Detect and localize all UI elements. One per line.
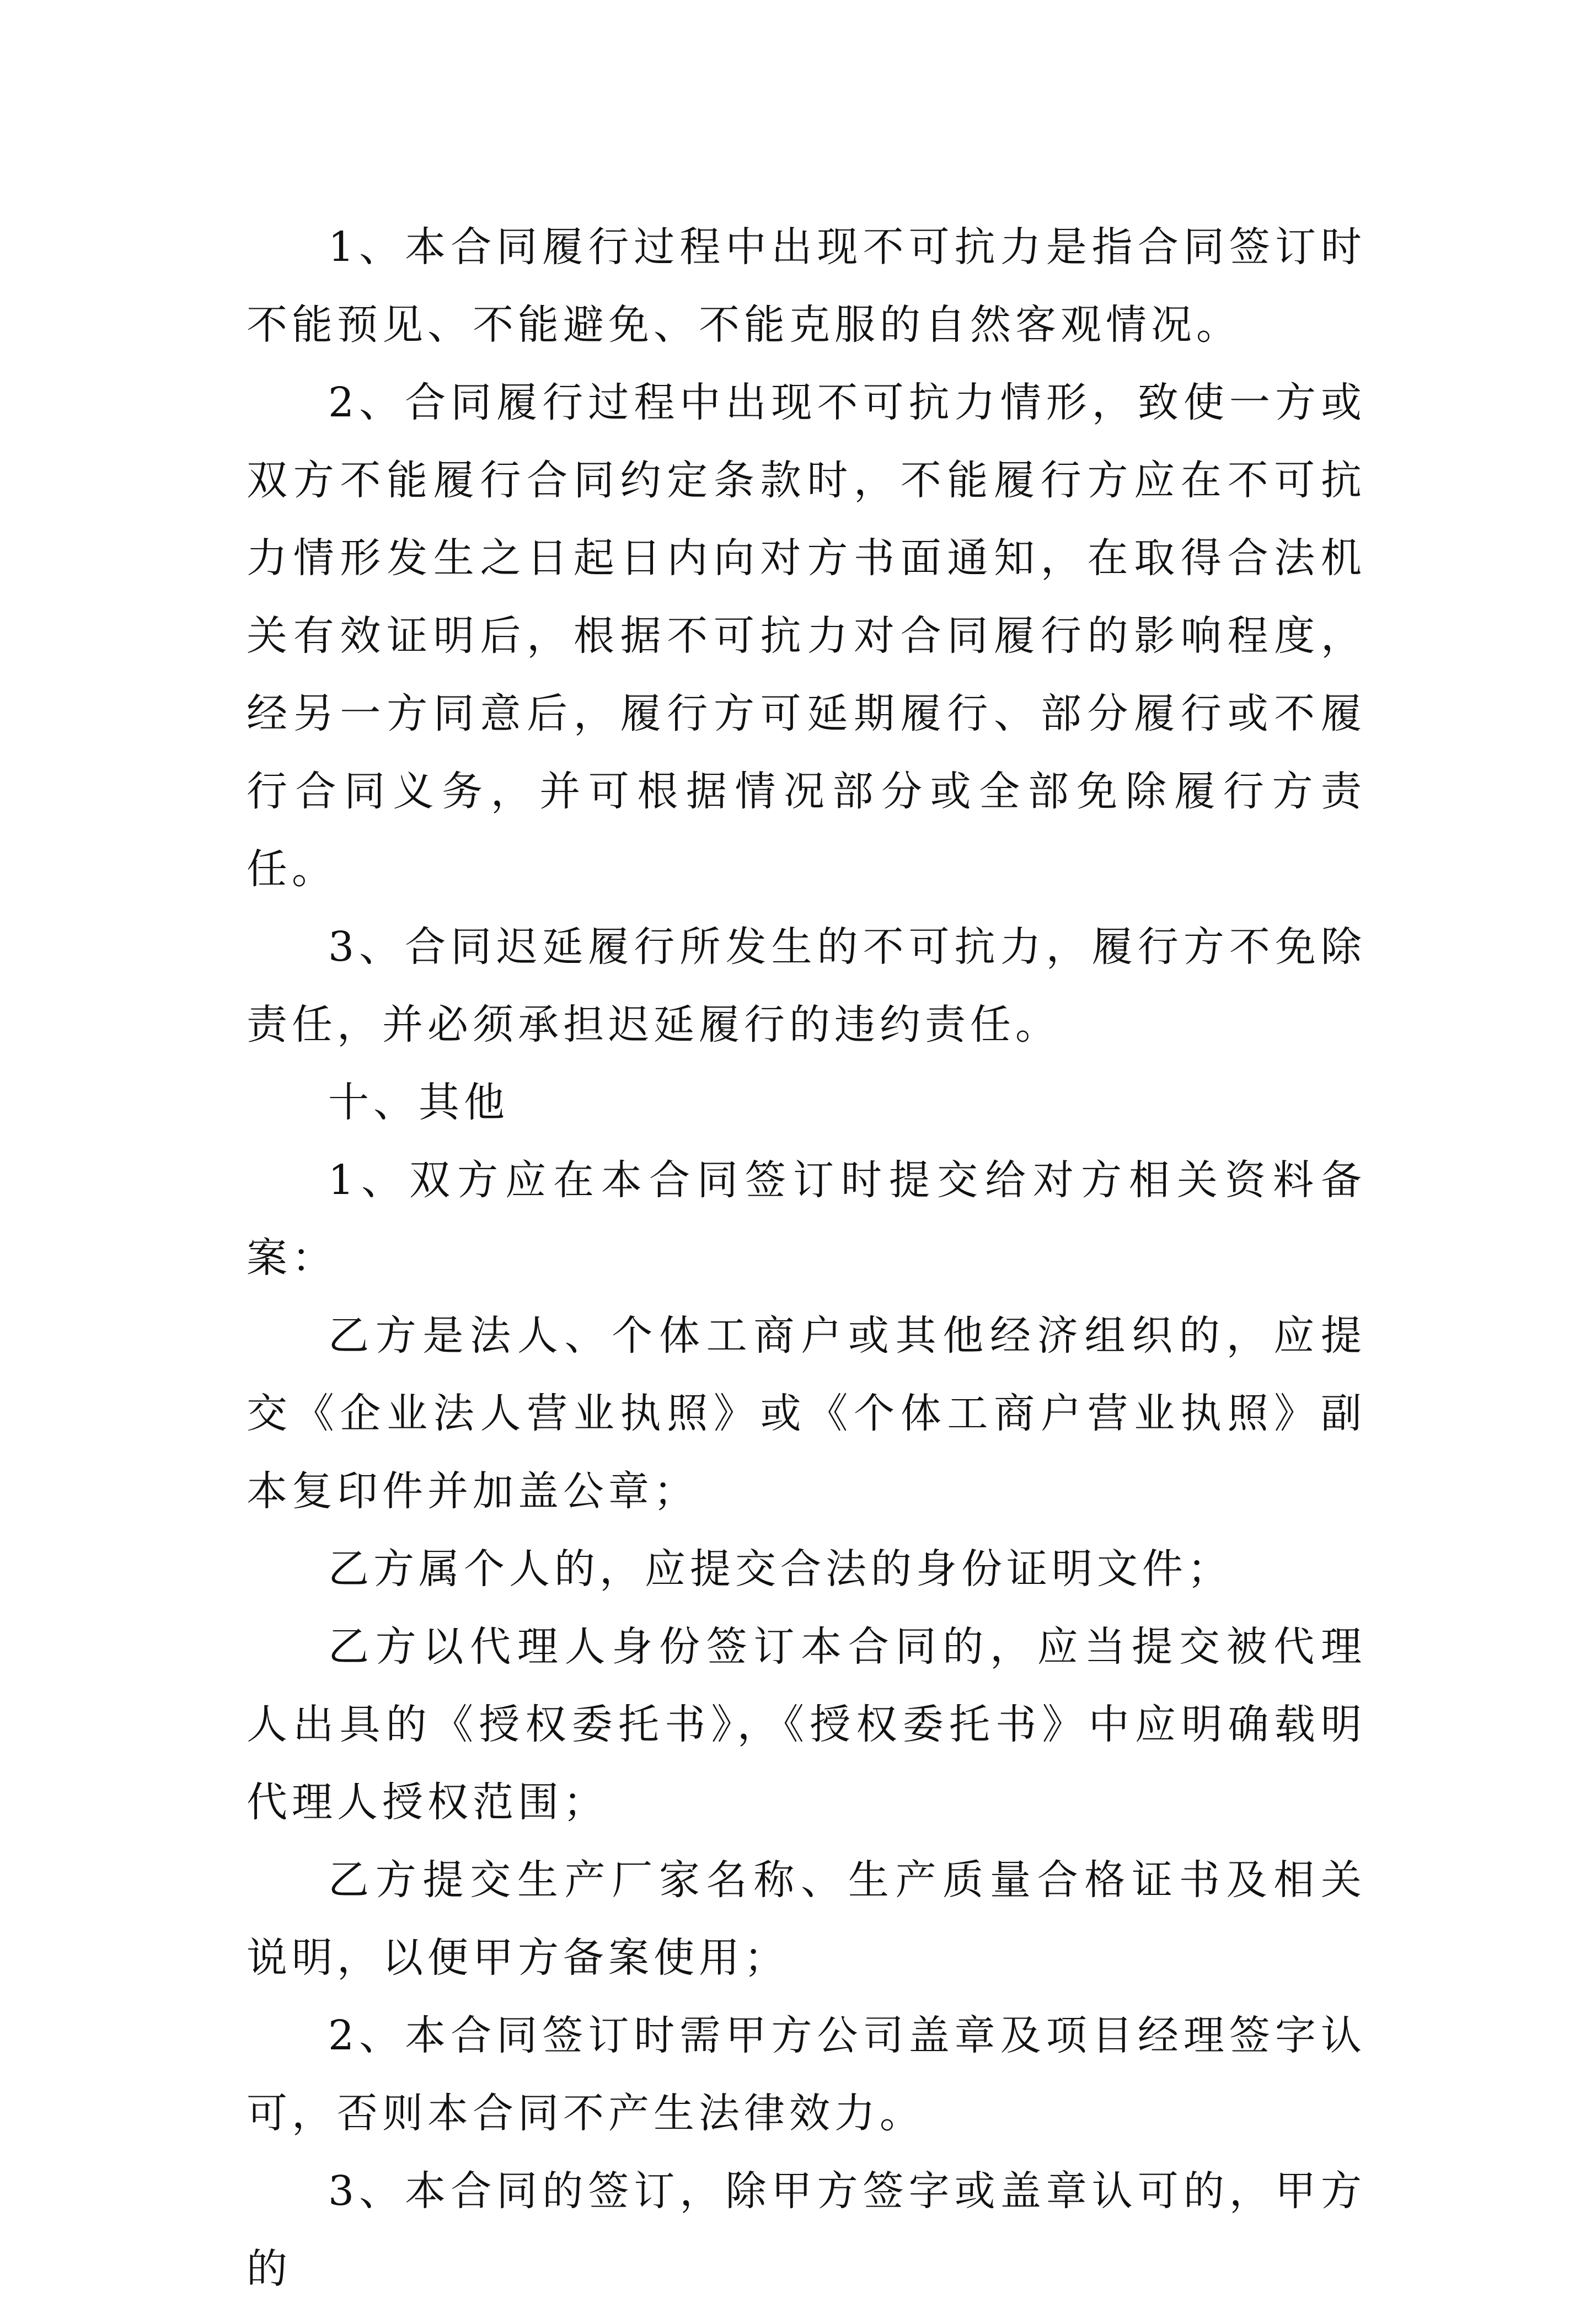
manufacturer-certificate-clause: 乙方提交生产厂家名称、生产质量合格证书及相关说明，以便甲方备案使用；: [247, 1856, 1366, 1982]
filing-materials-clause: 1、双方应在本合同签订时提交给对方相关资料备案：: [247, 1156, 1366, 1282]
force-majeure-definition-clause: 1、本合同履行过程中出现不可抗力是指合同签订时不能预见、不能避免、不能克服的自然客观情况。: [247, 223, 1366, 349]
contract-validity-clause: 2、本合同签订时需甲方公司盖章及项目经理签字认可，否则本合同不产生法律效力。: [247, 2012, 1366, 2137]
contract-signing-clause: 3、本合同的签订，除甲方签字或盖章认可的，甲方的: [247, 2167, 1366, 2293]
force-majeure-notice-clause: 2、合同履行过程中出现不可抗力情形，致使一方或双方不能履行合同约定条款时，不能履行方应在不可抗力情形发生之日起日内向对方书面通知，在取得合法机关有效证明后，根据不可抗力对合同履行的影响程度，经另一方同意后，履行方可延期履行、部分履行或不履行合同义务，并可根据情况部分或全部免除履行方责任。: [247, 379, 1366, 893]
section-heading-other: 十、其他: [328, 1079, 509, 1126]
delayed-performance-clause: 3、合同迟延履行所发生的不可抗力，履行方不免除责任，并必须承担迟延履行的违约责任。: [247, 923, 1366, 1048]
business-license-clause: 乙方是法人、个体工商户或其他经济组织的，应提交《企业法人营业执照》或《个体工商户营业执照》副本复印件并加盖公章；: [247, 1312, 1366, 1515]
document-body: [247, 208, 1366, 2308]
individual-identity-clause: 乙方属个人的，应提交合法的身份证明文件；: [328, 1545, 1233, 1593]
agent-authorization-clause: 乙方以代理人身份签订本合同的，应当提交被代理人出具的《授权委托书》，《授权委托书》中应明确载明代理人授权范围；: [247, 1623, 1366, 1826]
